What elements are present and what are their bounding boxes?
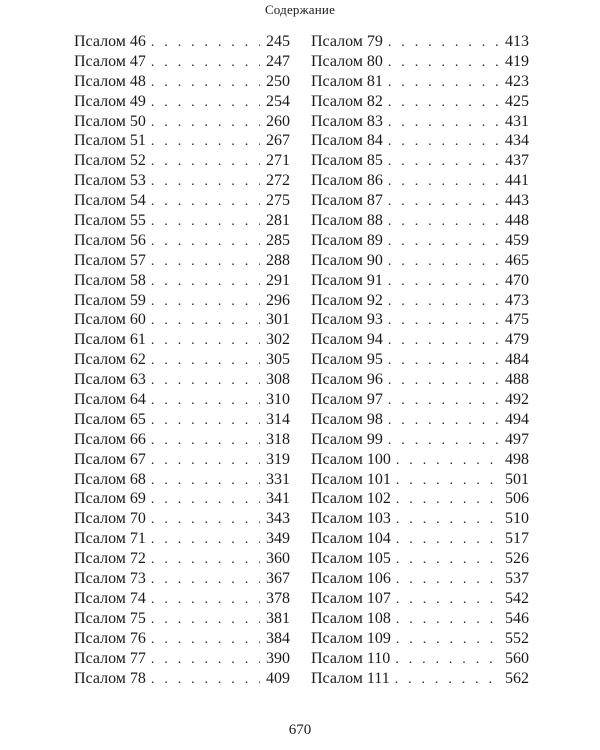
toc-entry-title: Псалом 70	[74, 510, 146, 528]
toc-dot-leader	[151, 353, 260, 369]
toc-entry-page: 459	[505, 231, 529, 249]
toc-entry[interactable]	[311, 232, 529, 252]
toc-dot-leader	[395, 672, 499, 688]
toc-entry-title: Псалом 47	[74, 52, 146, 70]
toc-dot-leader	[396, 453, 499, 469]
toc-entry-title: Псалом 65	[74, 410, 146, 428]
toc-entry-title: Псалом 66	[74, 430, 146, 448]
toc-dot-leader	[151, 55, 260, 71]
toc-entry-title: Псалом 58	[74, 271, 146, 289]
toc-entry[interactable]	[311, 650, 529, 670]
toc-entry-page: 470	[505, 271, 529, 289]
toc-entry-page: 475	[505, 311, 529, 329]
toc-entry-title: Псалом 48	[74, 72, 146, 90]
toc-entry-page: 425	[505, 92, 529, 110]
toc-entry-page: 318	[266, 430, 290, 448]
toc-entry[interactable]	[311, 73, 529, 93]
toc-entry-title: Псалом 103	[311, 510, 391, 528]
toc-entry-title: Псалом 57	[74, 251, 146, 269]
toc-entry[interactable]	[74, 570, 290, 590]
toc-dot-leader	[388, 313, 499, 329]
toc-entry[interactable]	[74, 610, 290, 630]
toc-entry-title: Псалом 83	[311, 112, 383, 130]
toc-dot-leader	[388, 393, 499, 409]
toc-entry-title: Псалом 77	[74, 649, 146, 667]
toc-entry[interactable]	[311, 391, 529, 411]
toc-entry-title: Псалом 110	[311, 649, 391, 667]
toc-entry-title: Псалом 60	[74, 311, 146, 329]
toc-entry-title: Псалом 84	[311, 132, 383, 150]
toc-dot-leader	[388, 134, 499, 150]
toc-dot-leader	[396, 612, 499, 628]
toc-entry-title: Псалом 105	[311, 550, 391, 568]
toc-dot-leader	[388, 214, 499, 230]
toc-entry-page: 443	[505, 192, 529, 210]
toc-entry-page: 288	[266, 251, 290, 269]
toc-entry-title: Псалом 72	[74, 550, 146, 568]
toc-entry-page: 488	[505, 371, 529, 389]
toc-entry-title: Псалом 97	[311, 391, 383, 409]
toc-dot-leader	[388, 55, 499, 71]
toc-dot-leader	[151, 95, 260, 111]
toc-entry[interactable]	[74, 311, 290, 331]
toc-entry-page: 360	[266, 550, 290, 568]
toc-entry-title: Псалом 67	[74, 450, 146, 468]
toc-entry-page: 247	[266, 52, 290, 70]
toc-dot-leader	[388, 274, 499, 290]
toc-entry-title: Псалом 55	[74, 212, 146, 230]
toc-entry[interactable]	[311, 451, 529, 471]
toc-entry-title: Псалом 81	[311, 72, 383, 90]
toc-entry-title: Псалом 102	[311, 490, 391, 508]
toc-entry[interactable]	[311, 431, 529, 451]
toc-dot-leader	[388, 353, 499, 369]
toc-dot-leader	[396, 532, 499, 548]
toc-dot-leader	[151, 393, 260, 409]
toc-entry[interactable]	[311, 570, 529, 590]
toc-dot-leader	[396, 632, 499, 648]
toc-dot-leader	[388, 75, 499, 91]
toc-entry[interactable]	[311, 351, 529, 371]
toc-entry-title: Псалом 71	[74, 530, 146, 548]
toc-entry-page: 390	[266, 649, 290, 667]
toc-entry-page: 275	[266, 192, 290, 210]
toc-entry-title: Псалом 94	[311, 331, 383, 349]
toc-entry[interactable]	[74, 471, 290, 491]
toc-entry[interactable]	[311, 471, 529, 491]
toc-column-left	[74, 33, 290, 689]
toc-entry[interactable]	[311, 33, 529, 53]
toc-entry-page: 367	[266, 570, 290, 588]
toc-entry-title: Псалом 100	[311, 450, 391, 468]
toc-entry[interactable]	[311, 490, 529, 510]
toc-entry-page: 526	[505, 550, 529, 568]
page-number: 670	[288, 722, 312, 738]
toc-dot-leader	[151, 652, 260, 668]
toc-entry-title: Псалом 50	[74, 112, 146, 130]
toc-entry[interactable]	[311, 530, 529, 550]
toc-entry[interactable]	[74, 451, 290, 471]
toc-entry-page: 494	[505, 410, 529, 428]
toc-entry[interactable]	[311, 371, 529, 391]
toc-entry-title: Псалом 54	[74, 192, 146, 210]
toc-entry-page: 271	[266, 152, 290, 170]
toc-entry-title: Псалом 107	[311, 589, 391, 607]
toc-entry-title: Псалом 62	[74, 351, 146, 369]
toc-dot-leader	[151, 333, 260, 349]
toc-dot-leader	[151, 473, 260, 489]
toc-dot-leader	[388, 254, 499, 270]
toc-entry-title: Псалом 98	[311, 410, 383, 428]
toc-entry-page: 291	[266, 271, 290, 289]
toc-entry-title: Псалом 86	[311, 172, 383, 190]
toc-entry-page: 409	[266, 669, 290, 687]
toc-dot-leader	[396, 512, 499, 528]
toc-dot-leader	[151, 75, 260, 91]
toc-dot-leader	[151, 453, 260, 469]
toc-entry-page: 434	[505, 132, 529, 150]
toc-entry-page: 314	[266, 410, 290, 428]
toc-dot-leader	[151, 532, 260, 548]
page-header: Содержание	[264, 2, 336, 17]
toc-entry-title: Псалом 52	[74, 152, 146, 170]
toc-entry[interactable]	[74, 132, 290, 152]
toc-entry[interactable]	[74, 331, 290, 351]
toc-entry[interactable]	[74, 391, 290, 411]
toc-dot-leader	[396, 473, 499, 489]
toc-dot-leader	[388, 174, 499, 190]
toc-entry[interactable]	[311, 252, 529, 272]
toc-entry-page: 378	[266, 589, 290, 607]
toc-entry[interactable]	[311, 630, 529, 650]
toc-entry-page: 281	[266, 212, 290, 230]
toc-dot-leader	[151, 115, 260, 131]
toc-entry-page: 441	[505, 172, 529, 190]
toc-dot-leader	[396, 492, 499, 508]
toc-dot-leader	[388, 433, 499, 449]
toc-dot-leader	[151, 274, 260, 290]
toc-entry[interactable]	[74, 292, 290, 312]
toc-entry[interactable]	[74, 510, 290, 530]
toc-entry-page: 473	[505, 291, 529, 309]
toc-entry[interactable]	[74, 252, 290, 272]
toc-entry[interactable]	[74, 192, 290, 212]
toc-entry-page: 308	[266, 371, 290, 389]
toc-entry-page: 260	[266, 112, 290, 130]
toc-entry-title: Псалом 101	[311, 470, 391, 488]
toc-dot-leader	[388, 35, 499, 51]
toc-entry[interactable]	[311, 132, 529, 152]
toc-entry[interactable]	[74, 73, 290, 93]
toc-entry[interactable]	[74, 113, 290, 133]
toc-entry[interactable]	[74, 590, 290, 610]
toc-entry-title: Псалом 109	[311, 629, 391, 647]
toc-entry-title: Псалом 104	[311, 530, 391, 548]
toc-entry-page: 331	[266, 470, 290, 488]
toc-dot-leader	[151, 612, 260, 628]
toc-entry-page: 423	[505, 72, 529, 90]
toc-entry-page: 448	[505, 212, 529, 230]
toc-entry[interactable]	[74, 630, 290, 650]
toc-entry-title: Псалом 80	[311, 52, 383, 70]
toc-entry-title: Псалом 63	[74, 371, 146, 389]
toc-entry-title: Псалом 73	[74, 570, 146, 588]
toc-dot-leader	[396, 592, 499, 608]
toc-entry-title: Псалом 79	[311, 33, 383, 50]
toc-entry[interactable]	[311, 53, 529, 73]
toc-entry[interactable]	[74, 411, 290, 431]
toc-dot-leader	[388, 115, 499, 131]
toc-entry[interactable]	[311, 272, 529, 292]
toc-entry-title: Псалом 95	[311, 351, 383, 369]
toc-entry[interactable]	[74, 530, 290, 550]
toc-entry[interactable]	[74, 650, 290, 670]
toc-entry-title: Псалом 99	[311, 430, 383, 448]
toc-dot-leader	[151, 592, 260, 608]
toc-entry[interactable]	[311, 670, 529, 690]
toc-entry[interactable]	[74, 172, 290, 192]
toc-entry-page: 296	[266, 291, 290, 309]
toc-entry[interactable]	[311, 93, 529, 113]
toc-entry-page: 510	[505, 510, 529, 528]
toc-entry-page: 285	[266, 231, 290, 249]
toc-entry-page: 272	[266, 172, 290, 190]
toc-entry[interactable]	[74, 152, 290, 172]
toc-entry-page: 381	[266, 609, 290, 627]
toc-entry-page: 498	[505, 450, 529, 468]
toc-entry[interactable]	[311, 550, 529, 570]
toc-entry-title: Псалом 96	[311, 371, 383, 389]
toc-entry-page: 343	[266, 510, 290, 528]
toc-entry-page: 501	[505, 470, 529, 488]
toc-dot-leader	[151, 294, 260, 310]
toc-entry-title: Псалом 111	[311, 669, 390, 687]
toc-entry[interactable]	[74, 670, 290, 690]
toc-entry-title: Псалом 68	[74, 470, 146, 488]
toc-entry[interactable]	[74, 550, 290, 570]
toc-dot-leader	[151, 672, 260, 688]
toc-dot-leader	[151, 373, 260, 389]
toc-entry[interactable]	[311, 113, 529, 133]
toc-entry[interactable]	[74, 371, 290, 391]
toc-entry-page: 302	[266, 331, 290, 349]
toc-dot-leader	[151, 572, 260, 588]
toc-entry[interactable]	[311, 192, 529, 212]
toc-entry[interactable]	[311, 212, 529, 232]
toc-entry-title: Псалом 74	[74, 589, 146, 607]
toc-dot-leader	[151, 632, 260, 648]
toc-entry-title: Псалом 87	[311, 192, 383, 210]
toc-entry-title: Псалом 106	[311, 570, 391, 588]
toc-entry-title: Псалом 91	[311, 271, 383, 289]
toc-dot-leader	[151, 254, 260, 270]
toc-column-right	[311, 33, 529, 689]
toc-entry-title: Псалом 56	[74, 231, 146, 249]
toc-entry-title: Псалом 51	[74, 132, 146, 150]
toc-entry-page: 497	[505, 430, 529, 448]
toc-entry-page: 479	[505, 331, 529, 349]
toc-entry-page: 384	[266, 629, 290, 647]
toc-dot-leader	[388, 373, 499, 389]
toc-entry-title: Псалом 93	[311, 311, 383, 329]
toc-dot-leader	[151, 433, 260, 449]
toc-entry-page: 506	[505, 490, 529, 508]
toc-entry[interactable]	[74, 351, 290, 371]
toc-dot-leader	[151, 313, 260, 329]
toc-entry-page: 250	[266, 72, 290, 90]
toc-entry-page: 305	[266, 351, 290, 369]
toc-dot-leader	[151, 234, 260, 250]
toc-entry-title: Псалом 46	[74, 33, 146, 50]
toc-entry-page: 301	[266, 311, 290, 329]
toc-entry-page: 267	[266, 132, 290, 150]
toc-dot-leader	[151, 552, 260, 568]
toc-entry-title: Псалом 76	[74, 629, 146, 647]
toc-dot-leader	[396, 552, 499, 568]
toc-entry-page: 413	[505, 33, 529, 50]
toc-entry[interactable]	[74, 431, 290, 451]
toc-entry-page: 341	[266, 490, 290, 508]
toc-entry-page: 552	[505, 629, 529, 647]
toc-entry[interactable]	[311, 292, 529, 312]
toc-entry[interactable]	[74, 490, 290, 510]
toc-entry-page: 542	[505, 589, 529, 607]
toc-dot-leader	[151, 413, 260, 429]
toc-entry-title: Псалом 85	[311, 152, 383, 170]
toc-dot-leader	[388, 194, 499, 210]
toc-dot-leader	[388, 154, 499, 170]
toc-entry[interactable]	[74, 272, 290, 292]
toc-entry-page: 319	[266, 450, 290, 468]
toc-entry[interactable]	[311, 331, 529, 351]
toc-dot-leader	[151, 174, 260, 190]
toc-dot-leader	[151, 194, 260, 210]
toc-dot-leader	[388, 234, 499, 250]
toc-entry-page: 537	[505, 570, 529, 588]
toc-entry-title: Псалом 75	[74, 609, 146, 627]
toc-entry-page: 431	[505, 112, 529, 130]
toc-entry-title: Псалом 59	[74, 291, 146, 309]
toc-dot-leader	[388, 413, 499, 429]
toc-entry-title: Псалом 49	[74, 92, 146, 110]
toc-entry-page: 310	[266, 391, 290, 409]
toc-dot-leader	[151, 35, 260, 51]
toc-entry-title: Псалом 64	[74, 391, 146, 409]
toc-entry-page: 419	[505, 52, 529, 70]
toc-entry-page: 254	[266, 92, 290, 110]
toc-entry[interactable]	[311, 610, 529, 630]
toc-dot-leader	[396, 572, 499, 588]
toc-entry[interactable]	[74, 53, 290, 73]
toc-entry-page: 562	[505, 669, 529, 687]
toc-entry[interactable]	[74, 93, 290, 113]
toc-entry-title: Псалом 53	[74, 172, 146, 190]
toc-entry[interactable]	[311, 311, 529, 331]
toc-entry-title: Псалом 69	[74, 490, 146, 508]
toc-dot-leader	[388, 333, 499, 349]
toc-entry-page: 349	[266, 530, 290, 548]
toc-dot-leader	[151, 512, 260, 528]
toc-dot-leader	[151, 154, 260, 170]
toc-entry[interactable]	[311, 590, 529, 610]
toc-entry-page: 484	[505, 351, 529, 369]
toc-dot-leader	[151, 492, 260, 508]
toc-entry-page: 492	[505, 391, 529, 409]
toc-entry-page: 546	[505, 609, 529, 627]
toc-dot-leader	[151, 134, 260, 150]
toc-entry-page: 465	[505, 251, 529, 269]
toc-entry-page: 517	[505, 530, 529, 548]
toc-entry-title: Псалом 90	[311, 251, 383, 269]
toc-entry-title: Псалом 92	[311, 291, 383, 309]
toc-entry-title: Псалом 89	[311, 231, 383, 249]
toc-dot-leader	[395, 652, 499, 668]
toc-entry-page: 437	[505, 152, 529, 170]
toc-dot-leader	[388, 294, 499, 310]
toc-entry-title: Псалом 61	[74, 331, 146, 349]
toc-entry-page: 560	[505, 649, 529, 667]
toc-entry-page: 245	[266, 33, 290, 50]
toc-entry[interactable]	[74, 212, 290, 232]
toc-entry[interactable]	[311, 172, 529, 192]
toc-entry-title: Псалом 108	[311, 609, 391, 627]
toc-entry-title: Псалом 88	[311, 212, 383, 230]
toc-dot-leader	[388, 95, 499, 111]
toc-entry-title: Псалом 82	[311, 92, 383, 110]
toc-entry[interactable]	[311, 510, 529, 530]
toc-entry[interactable]	[74, 33, 290, 53]
toc-entry[interactable]	[74, 232, 290, 252]
toc-entry-title: Псалом 78	[74, 669, 146, 687]
toc-dot-leader	[151, 214, 260, 230]
toc-entry[interactable]	[311, 411, 529, 431]
toc-entry[interactable]	[311, 152, 529, 172]
